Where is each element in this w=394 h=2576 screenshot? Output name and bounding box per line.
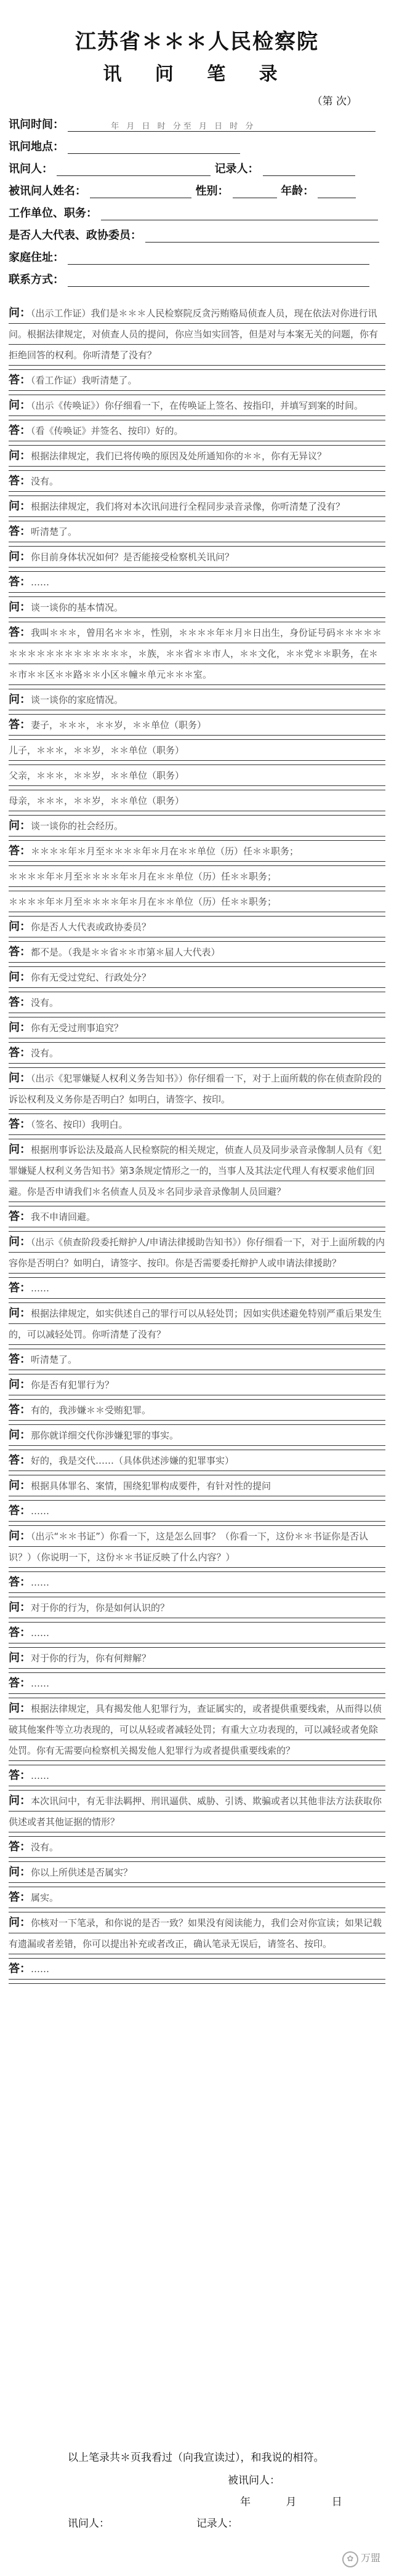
speaker-label: 问： (9, 819, 31, 832)
speaker-label: 问： (9, 1866, 31, 1879)
entry-text: 你核对一下笔录，和你说的是否一致？如果没有阅读能力，我们会对你宣读；如果记载有遗漏或者差错，你可以提出补充或者改正，确认笔录无误后，请签名、按印。 (9, 1917, 382, 1949)
entry-text: 没有。 (31, 476, 59, 487)
transcript-entry (9, 816, 385, 841)
speaker-label: 答： (9, 1118, 31, 1131)
field-subject-line (90, 185, 191, 198)
watermark-logo-icon: ✿ (342, 2551, 358, 2567)
speaker-label: 答： (9, 1210, 31, 1223)
entry-text: …… (31, 1283, 49, 1294)
speaker-label: 答： (9, 576, 31, 588)
field-deputy-line (145, 230, 379, 243)
speaker-label: 问： (9, 971, 31, 984)
field-place (9, 138, 240, 154)
transcript-entry (9, 395, 385, 420)
speaker-label: 答： (9, 424, 31, 437)
transcript-entry (9, 572, 385, 597)
entry-text: 好的，我是交代……（具体供述涉嫌的犯罪事实） (31, 1455, 235, 1466)
transcript-entry (9, 1501, 385, 1526)
field-interrogator-line (57, 163, 211, 176)
entry-text: 你有无受过党纪、行政处分？ (31, 972, 151, 983)
session-number: （第 次） (312, 95, 357, 108)
transcript-entry (9, 1765, 385, 1791)
field-workplace-line (101, 207, 378, 220)
transcript-entry (9, 1017, 385, 1043)
entry-text: ＊＊＊＊年＊月至＊＊＊＊年＊月在＊＊单位（历）任＊＊职务； (9, 871, 277, 882)
transcript-entry (9, 1068, 385, 1114)
transcript-entry (9, 917, 385, 942)
speaker-label: 答： (9, 1626, 31, 1639)
field-workplace (9, 204, 378, 220)
transcript-entry (9, 446, 385, 471)
interrogation-transcript (9, 303, 385, 1984)
field-gender-label: 性别： (195, 185, 229, 198)
field-time-value: 年 月 日 时 分至 月 日 时 分 (111, 122, 256, 131)
transcript-entry (9, 1400, 385, 1425)
speaker-label: 答： (9, 1504, 31, 1517)
entry-text: …… (31, 1678, 49, 1689)
entry-text: 对于你的行为，你有何辩解？ (31, 1653, 151, 1664)
entry-text: …… (31, 1770, 49, 1781)
transcript-entry (9, 370, 385, 395)
speaker-label: 答： (9, 1454, 31, 1467)
entry-text: 听清楚了。 (31, 1354, 78, 1365)
ending-statement: 以上笔录共＊页我看过（向我宣读过），和我说的相符。 (68, 2452, 324, 2464)
speaker-label: 问： (9, 399, 31, 412)
field-contact-label: 联系方式： (9, 273, 64, 286)
entry-text: 根据法律规定，我们将对本次讯问进行全程同步录音录像，你听清楚了没有？ (31, 501, 345, 512)
entry-text: …… (31, 1627, 49, 1639)
speaker-label: 问： (9, 500, 31, 513)
speaker-label: 问： (9, 1307, 31, 1320)
transcript-entry (9, 715, 385, 740)
field-contact (9, 271, 369, 287)
speaker-label: 问： (9, 1916, 31, 1929)
transcript-entry (9, 1597, 385, 1623)
field-time-label: 讯问时间： (9, 118, 64, 131)
transcript-entry (9, 1526, 385, 1572)
transcript-entry (9, 1648, 385, 1673)
entry-text: 谈一谈你的基本情况。 (31, 602, 124, 613)
field-recorder-line (263, 163, 355, 176)
entry-text: 谈一谈你的社会经历。 (31, 821, 124, 832)
speaker-label: 问： (9, 1601, 31, 1614)
transcript-entry (9, 689, 385, 715)
watermark-text: 万盟 (360, 2552, 380, 2564)
entry-text: （看《传唤证》并签名、按印）好的。 (31, 425, 183, 436)
transcript-entry (9, 622, 385, 689)
field-recorder-label: 记录人： (214, 163, 259, 175)
transcript-entry (9, 420, 385, 446)
transcript-entry (9, 1673, 385, 1698)
speaker-label: 问： (9, 1072, 31, 1085)
field-subject (9, 182, 356, 198)
transcript-entry (9, 942, 385, 967)
entry-text: （出示工作证）我们是＊＊＊人民检察院反贪污贿赂局侦查人员，现在依法对你进行讯问。根据法律规定，对侦查人员的提问，你应当如实回答，但是对与本案无关的问题，你有拒绝回答的权利。你听清楚了没有？ (9, 308, 379, 361)
transcript-entry (9, 740, 385, 765)
field-deputy (9, 227, 379, 243)
entry-text: 我叫＊＊＊，曾用名＊＊＊，性别，＊＊＊＊年＊月＊日出生，身份证号码＊＊＊＊＊＊＊＊＊＊＊＊＊＊＊＊＊＊，＊族，＊＊省＊＊市人，＊＊文化，＊＊党＊＊职务，在＊＊市＊＊区＊＊路＊＊小区＊幢＊单元＊＊＊室。 (9, 627, 382, 680)
field-address-line (68, 252, 369, 265)
speaker-label: 答： (9, 718, 31, 731)
transcript-entry (9, 1139, 385, 1206)
entry-text: 你目前身体状况如何？是否能接受检察机关讯问？ (31, 552, 235, 563)
entry-text: …… (31, 1964, 49, 1975)
field-age-label: 年龄： (281, 185, 315, 198)
transcript-entry (9, 1912, 385, 1959)
speaker-label: 答： (9, 1576, 31, 1589)
transcript-entry (9, 992, 385, 1017)
entry-text: ＊＊＊＊年＊月至＊＊＊＊年＊月在＊＊单位（历）任＊＊职务； (31, 846, 299, 857)
transcript-entry (9, 1374, 385, 1400)
speaker-label: 答： (9, 1962, 31, 1975)
transcript-entry (9, 1303, 385, 1349)
entry-text: 根据刑事诉讼法及最高人民检察院的相关规定，侦查人员及同步录音录像制人员有《犯罪嫌疑人权利义务告知书》第3条规定情形之一的，当事人及其法定代理人有权要求他们回避。你是否申请我们＊名侦查人员及＊名同步录音录像制人员回避？ (9, 1144, 382, 1197)
speaker-label: 答： (9, 1769, 31, 1782)
procuratorate-name: 江苏省＊＊＊人民检察院 (75, 30, 319, 54)
entry-text: （出示《传唤证》）你仔细看一下，在传唤证上签名、按指印，并填写到案的时间。 (31, 400, 364, 411)
field-time (9, 116, 376, 132)
entry-text: 本次讯问中，有无非法羁押、刑讯逼供、威胁、引诱、欺骗或者以其他非法方法获取你供述或者其他证据的情形？ (9, 1796, 382, 1828)
transcript-entry (9, 1232, 385, 1278)
entry-text: 父亲，＊＊＊，＊＊岁，＊＊单位（职务） (9, 770, 185, 781)
field-deputy-label: 是否人大代表、政协委员： (9, 229, 142, 242)
speaker-label: 答： (9, 996, 31, 1009)
transcript-entry (9, 1043, 385, 1068)
entry-text: （出示《侦查阶段委托辩护人/申请法律援助告知书》）你仔细看一下，对于上面所载的内容你是否明白？如明白，请签字、按印。你是否需要委托辩护人或申请法律援助？ (9, 1237, 385, 1269)
transcript-entry (9, 866, 385, 891)
speaker-label: 问： (9, 1429, 31, 1442)
speaker-label: 答： (9, 945, 31, 958)
speaker-label: 答： (9, 1840, 31, 1853)
speaker-label: 问： (9, 601, 31, 614)
entry-text: 你以上所供述是否属实？ (31, 1867, 133, 1878)
entry-text: 属实。 (31, 1892, 59, 1903)
transcript-entry (9, 1862, 385, 1887)
field-contact-line (68, 274, 369, 287)
transcript-entry (9, 597, 385, 622)
entry-text: （看工作证）我听清楚了。 (31, 375, 137, 386)
speaker-label: 答： (9, 374, 31, 387)
entry-text: （出示“＊＊书证”）你看一下，这是怎么回事？（你看一下，这份＊＊书证你是否认识？）（你说明一下，这份＊＊书证反映了什么内容？） (9, 1531, 369, 1563)
entry-text: 根据具体罪名、案情，围绕犯罪构成要件，有针对性的提问 (31, 1480, 271, 1491)
speaker-label: 问： (9, 1479, 31, 1492)
transcript-entry (9, 1475, 385, 1501)
speaker-label: 问： (9, 307, 31, 319)
entry-text: 根据法律规定，具有揭发他人犯罪行为，查证属实的，或者提供重要线索，从而得以侦破其他案件等立功表现的，可以从轻或者减轻处罚；有重大立功表现的，可以减轻或者免除处罚。你有无需要向检察机关揭发他人犯罪行为或者提供重要线索的？ (9, 1703, 382, 1756)
transcript-entry (9, 1698, 385, 1765)
speaker-label: 答： (9, 845, 31, 857)
speaker-label: 问： (9, 920, 31, 933)
transcript-entry (9, 1791, 385, 1837)
ending-block (0, 2449, 394, 2530)
entry-text: …… (31, 577, 49, 588)
speaker-label: 问： (9, 1702, 31, 1715)
entry-text: （签名、按印）我明白。 (31, 1119, 128, 1130)
interrogator-signature-label: 讯问人： (68, 2518, 110, 2530)
speaker-label: 答： (9, 626, 31, 639)
field-gender-line (233, 185, 277, 198)
transcript-entry (9, 967, 385, 992)
subject-signature-label: 被讯问人： (228, 2474, 280, 2487)
transcript-entry (9, 1837, 385, 1862)
transcript-entry (9, 841, 385, 866)
speaker-label: 问： (9, 1235, 31, 1248)
entry-text: …… (31, 1506, 49, 1517)
transcript-entry (9, 1278, 385, 1303)
field-workplace-label: 工作单位、职务： (9, 207, 97, 220)
entry-text: 没有。 (31, 997, 59, 1008)
entry-text: 儿子，＊＊＊，＊＊岁，＊＊单位（职务） (9, 745, 185, 756)
speaker-label: 答： (9, 1403, 31, 1416)
entry-text: 妻子，＊＊＊，＊＊岁，＊＊单位（职务） (31, 720, 207, 731)
transcript-entry (9, 547, 385, 572)
speaker-label: 问： (9, 1143, 31, 1156)
entry-text: 听清楚了。 (31, 526, 78, 537)
transcript-entry (9, 1887, 385, 1912)
entry-text: 谈一谈你的家庭情况。 (31, 694, 124, 705)
transcript-entry (9, 765, 385, 790)
entry-text: 我不申请回避。 (31, 1211, 96, 1222)
transcript-entry (9, 1206, 385, 1232)
speaker-label: 问： (9, 1530, 31, 1543)
transcript-entry (9, 496, 385, 521)
speaker-label: 答： (9, 1046, 31, 1059)
transcript-entry (9, 1349, 385, 1374)
speaker-label: 问： (9, 1378, 31, 1391)
entry-text: 对于你的行为，你是如何认识的？ (31, 1602, 170, 1613)
speaker-label: 问： (9, 1651, 31, 1664)
entry-text: 你有无受过刑事追究？ (31, 1022, 124, 1033)
transcript-entry (9, 1623, 385, 1648)
transcript-entry (9, 1114, 385, 1139)
speaker-label: 答： (9, 1677, 31, 1690)
transcript-entry (9, 891, 385, 917)
field-age-line (318, 185, 356, 198)
entry-text: 没有。 (31, 1842, 59, 1853)
entry-text: （出示《犯罪嫌疑人权利义务告知书》）你仔细看一下，对于上面所载的你在侦查阶段的诉讼权利及义务你是否明白？如明白，请签字、按印。 (9, 1073, 382, 1105)
speaker-label: 问： (9, 1794, 31, 1807)
entry-text: 根据法律规定，我们已将传唤的原因及处所通知你的＊＊，你有无异议？ (31, 451, 327, 462)
transcript-entry (9, 471, 385, 496)
ending-date: 年 月 日 (240, 2496, 358, 2508)
entry-text: 你是否有犯罪行为？ (31, 1379, 115, 1390)
field-subject-label: 被讯问人姓名： (9, 185, 86, 198)
transcript-entry (9, 1959, 385, 1984)
document-title: 讯 问 笔 录 (103, 63, 291, 85)
entry-text: 没有。 (31, 1048, 59, 1059)
transcript-entry (9, 303, 385, 370)
field-address (9, 249, 369, 265)
entry-text: 那你就详细交代你涉嫌犯罪的事实。 (31, 1430, 179, 1441)
speaker-label: 答： (9, 475, 31, 488)
entry-text: 你是否人大代表或政协委员？ (31, 921, 151, 933)
transcript-entry (9, 790, 385, 816)
speaker-label: 问： (9, 693, 31, 706)
transcript-entry (9, 1425, 385, 1450)
speaker-label: 问： (9, 1021, 31, 1034)
speaker-label: 答： (9, 1353, 31, 1366)
transcript-entry (9, 1572, 385, 1597)
field-interrogator (9, 160, 355, 176)
field-interrogator-label: 讯问人： (9, 163, 53, 175)
speaker-label: 答： (9, 525, 31, 538)
entry-text: ＊＊＊＊年＊月至＊＊＊＊年＊月在＊＊单位（历）任＊＊职务； (9, 896, 277, 907)
speaker-label: 问： (9, 550, 31, 563)
entry-text: …… (31, 1577, 49, 1588)
field-place-label: 讯问地点： (9, 140, 64, 153)
entry-text: 根据法律规定，如实供述自己的罪行可以从轻处罚；因如实供述避免特别严重后果发生的，可以减轻处罚。你听清楚了没有？ (9, 1308, 382, 1340)
speaker-label: 答： (9, 1282, 31, 1294)
entry-text: 母亲，＊＊＊，＊＊岁，＊＊单位（职务） (9, 795, 185, 806)
watermark (342, 2550, 380, 2567)
entry-text: 都不是。（我是＊＊省＊＊市第＊届人大代表） (31, 947, 220, 958)
speaker-label: 答： (9, 1891, 31, 1904)
speaker-label: 问： (9, 449, 31, 462)
recorder-signature-label: 记录人： (196, 2518, 238, 2530)
field-time-line (68, 119, 376, 132)
entry-text: 有的，我涉嫌＊＊受贿犯罪。 (31, 1405, 151, 1416)
transcript-entry (9, 521, 385, 547)
transcript-entry (9, 1450, 385, 1475)
field-address-label: 家庭住址： (9, 251, 64, 264)
field-place-line (68, 141, 240, 154)
